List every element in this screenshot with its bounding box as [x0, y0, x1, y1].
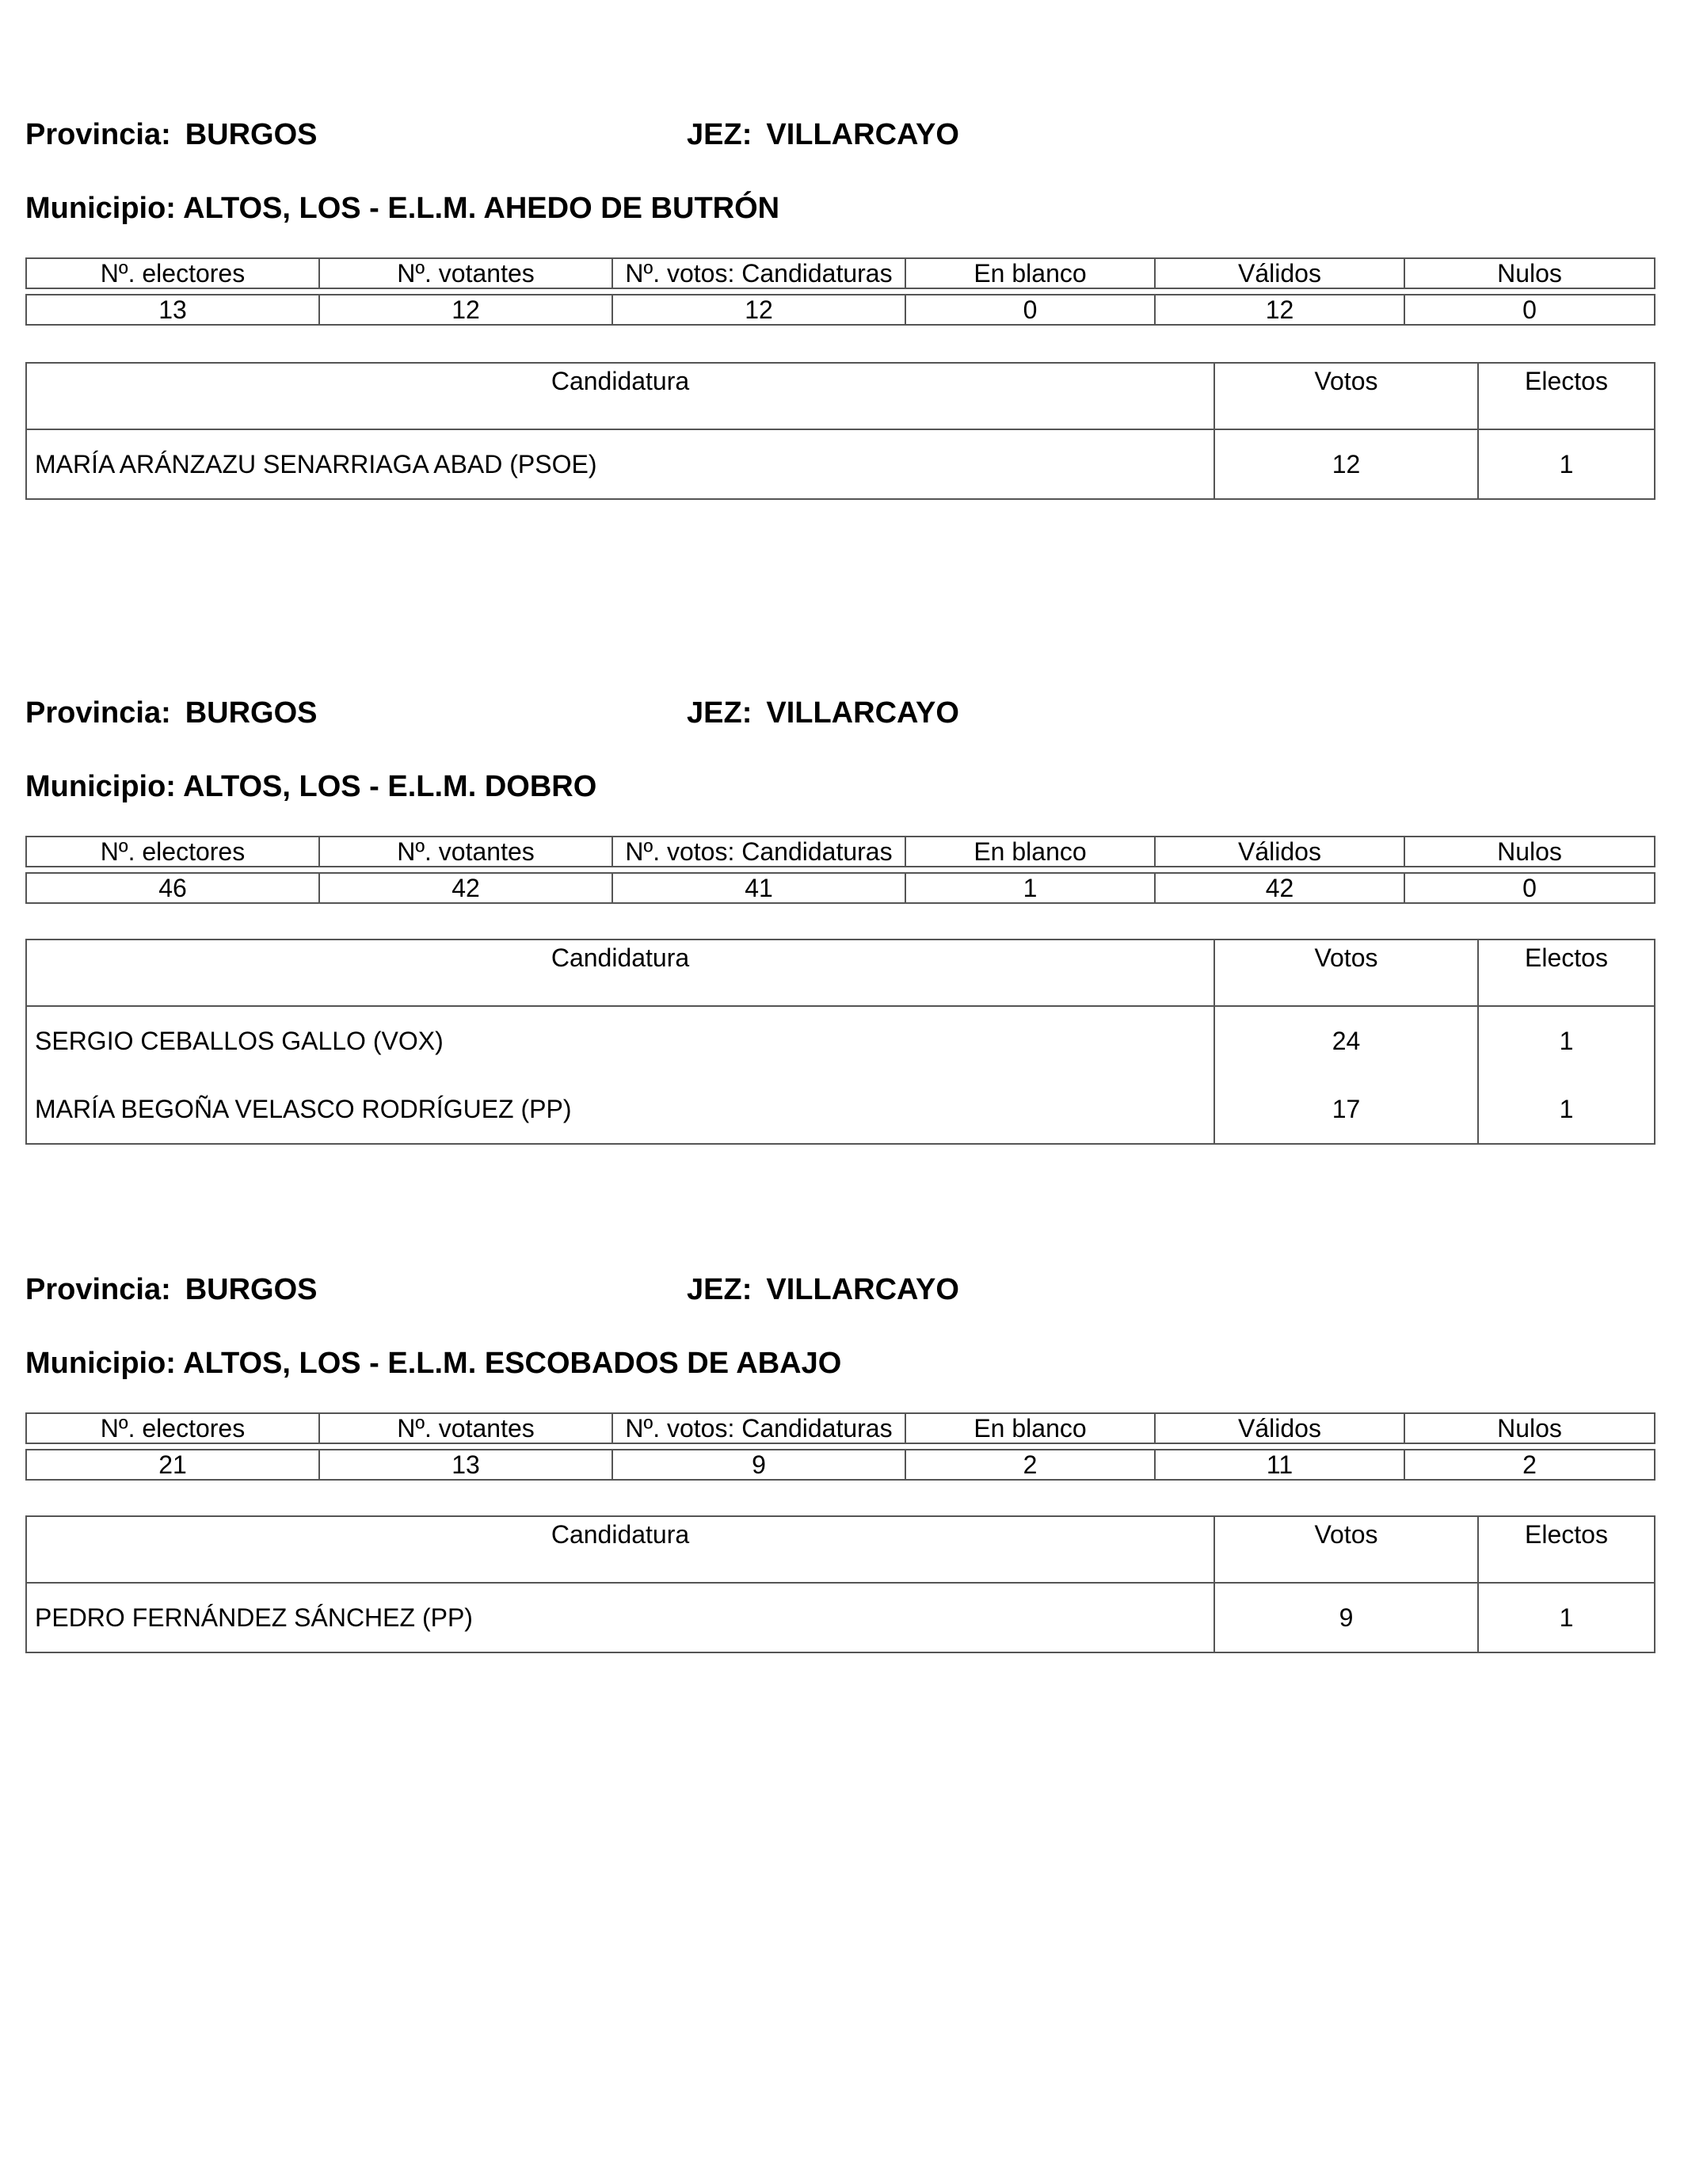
nulos-header: Nulos	[1404, 258, 1655, 288]
en-blanco-header: En blanco	[905, 258, 1155, 288]
votos-candidaturas-header: Nº. votos: Candidaturas	[612, 1413, 905, 1443]
validos-value: 42	[1155, 873, 1404, 903]
candidatura-header: Candidatura	[26, 363, 1214, 429]
municipio-label: Municipio:	[25, 770, 176, 803]
votantes-value: 12	[319, 295, 612, 325]
stats-header-row	[26, 1413, 1655, 1443]
electos-header: Electos	[1478, 363, 1655, 429]
nulos-header: Nulos	[1404, 837, 1655, 867]
provincia-line	[25, 116, 318, 153]
provincia-value: BURGOS	[185, 696, 318, 730]
candidate-name: PEDRO FERNÁNDEZ SÁNCHEZ (PP)	[26, 1583, 1214, 1652]
validos-value: 11	[1155, 1450, 1404, 1480]
validos-header: Válidos	[1155, 1413, 1404, 1443]
votos-header: Votos	[1214, 940, 1478, 1006]
votos-candidaturas-header: Nº. votos: Candidaturas	[612, 258, 905, 288]
stats-header-row	[26, 258, 1655, 288]
electores-header: Nº. electores	[26, 837, 319, 867]
electos-header: Electos	[1478, 940, 1655, 1006]
table-row	[26, 1006, 1655, 1075]
stats-values-row	[26, 295, 1655, 325]
nulos-value: 2	[1404, 1450, 1655, 1480]
candidates-table	[25, 1515, 1655, 1653]
validos-value: 12	[1155, 295, 1404, 325]
nulos-value: 0	[1404, 873, 1655, 903]
municipio-line	[25, 190, 779, 227]
candidates-header-row	[26, 363, 1655, 429]
electores-value: 21	[26, 1450, 319, 1480]
votantes-value: 42	[319, 873, 612, 903]
candidate-name: MARÍA BEGOÑA VELASCO RODRÍGUEZ (PP)	[26, 1075, 1214, 1144]
municipio-line	[25, 768, 596, 805]
jez-value: VILLARCAYO	[766, 1273, 959, 1306]
jez-label: JEZ:	[687, 1273, 752, 1306]
en-blanco-header: En blanco	[905, 837, 1155, 867]
candidate-votos: 24	[1214, 1006, 1478, 1075]
electos-header: Electos	[1478, 1516, 1655, 1583]
candidate-name: SERGIO CEBALLOS GALLO (VOX)	[26, 1006, 1214, 1075]
candidate-electos: 1	[1478, 1583, 1655, 1652]
provincia-label: Provincia:	[25, 118, 171, 151]
table-row	[26, 429, 1655, 499]
en-blanco-header: En blanco	[905, 1413, 1155, 1443]
votantes-header: Nº. votantes	[319, 1413, 612, 1443]
jez-label: JEZ:	[687, 696, 752, 730]
electores-value: 46	[26, 873, 319, 903]
candidate-votos: 12	[1214, 429, 1478, 499]
candidates-table	[25, 939, 1655, 1145]
provincia-value: BURGOS	[185, 118, 318, 151]
provincia-line	[25, 695, 318, 731]
votantes-value: 13	[319, 1450, 612, 1480]
candidate-electos: 1	[1478, 429, 1655, 499]
jez-line	[687, 116, 959, 153]
provincia-value: BURGOS	[185, 1273, 318, 1306]
provincia-label: Provincia:	[25, 1273, 171, 1306]
municipio-label: Municipio:	[25, 1347, 176, 1380]
jez-value: VILLARCAYO	[766, 118, 959, 151]
en-blanco-value: 2	[905, 1450, 1155, 1480]
jez-line	[687, 695, 959, 731]
votantes-header: Nº. votantes	[319, 837, 612, 867]
votos-candidaturas-value: 12	[612, 295, 905, 325]
candidate-electos: 1	[1478, 1075, 1655, 1144]
candidate-votos: 9	[1214, 1583, 1478, 1652]
validos-header: Válidos	[1155, 258, 1404, 288]
stats-values-row	[26, 873, 1655, 903]
jez-value: VILLARCAYO	[766, 696, 959, 730]
municipio-line	[25, 1345, 841, 1382]
votos-candidaturas-value: 41	[612, 873, 905, 903]
jez-line	[687, 1271, 959, 1308]
nulos-value: 0	[1404, 295, 1655, 325]
candidate-electos: 1	[1478, 1006, 1655, 1075]
electores-header: Nº. electores	[26, 1413, 319, 1443]
candidatura-header: Candidatura	[26, 940, 1214, 1006]
votos-header: Votos	[1214, 363, 1478, 429]
nulos-header: Nulos	[1404, 1413, 1655, 1443]
stats-table	[25, 836, 1655, 904]
stats-header-row	[26, 837, 1655, 867]
municipio-value: ALTOS, LOS - E.L.M. DOBRO	[183, 770, 597, 803]
municipio-value: ALTOS, LOS - E.L.M. AHEDO DE BUTRÓN	[183, 192, 780, 225]
stats-values-row	[26, 1450, 1655, 1480]
votos-candidaturas-value: 9	[612, 1450, 905, 1480]
candidates-header-row	[26, 940, 1655, 1006]
candidate-votos: 17	[1214, 1075, 1478, 1144]
municipio-label: Municipio:	[25, 192, 176, 225]
stats-table	[25, 1412, 1655, 1481]
table-row	[26, 1583, 1655, 1652]
candidates-header-row	[26, 1516, 1655, 1583]
electores-value: 13	[26, 295, 319, 325]
en-blanco-value: 1	[905, 873, 1155, 903]
candidatura-header: Candidatura	[26, 1516, 1214, 1583]
votos-candidaturas-header: Nº. votos: Candidaturas	[612, 837, 905, 867]
votos-header: Votos	[1214, 1516, 1478, 1583]
votantes-header: Nº. votantes	[319, 258, 612, 288]
electores-header: Nº. electores	[26, 258, 319, 288]
candidate-name: MARÍA ARÁNZAZU SENARRIAGA ABAD (PSOE)	[26, 429, 1214, 499]
table-row	[26, 1075, 1655, 1144]
stats-table	[25, 257, 1655, 326]
candidates-table	[25, 362, 1655, 500]
municipio-value: ALTOS, LOS - E.L.M. ESCOBADOS DE ABAJO	[183, 1347, 842, 1380]
jez-label: JEZ:	[687, 118, 752, 151]
provincia-label: Provincia:	[25, 696, 171, 730]
validos-header: Válidos	[1155, 837, 1404, 867]
provincia-line	[25, 1271, 318, 1308]
en-blanco-value: 0	[905, 295, 1155, 325]
